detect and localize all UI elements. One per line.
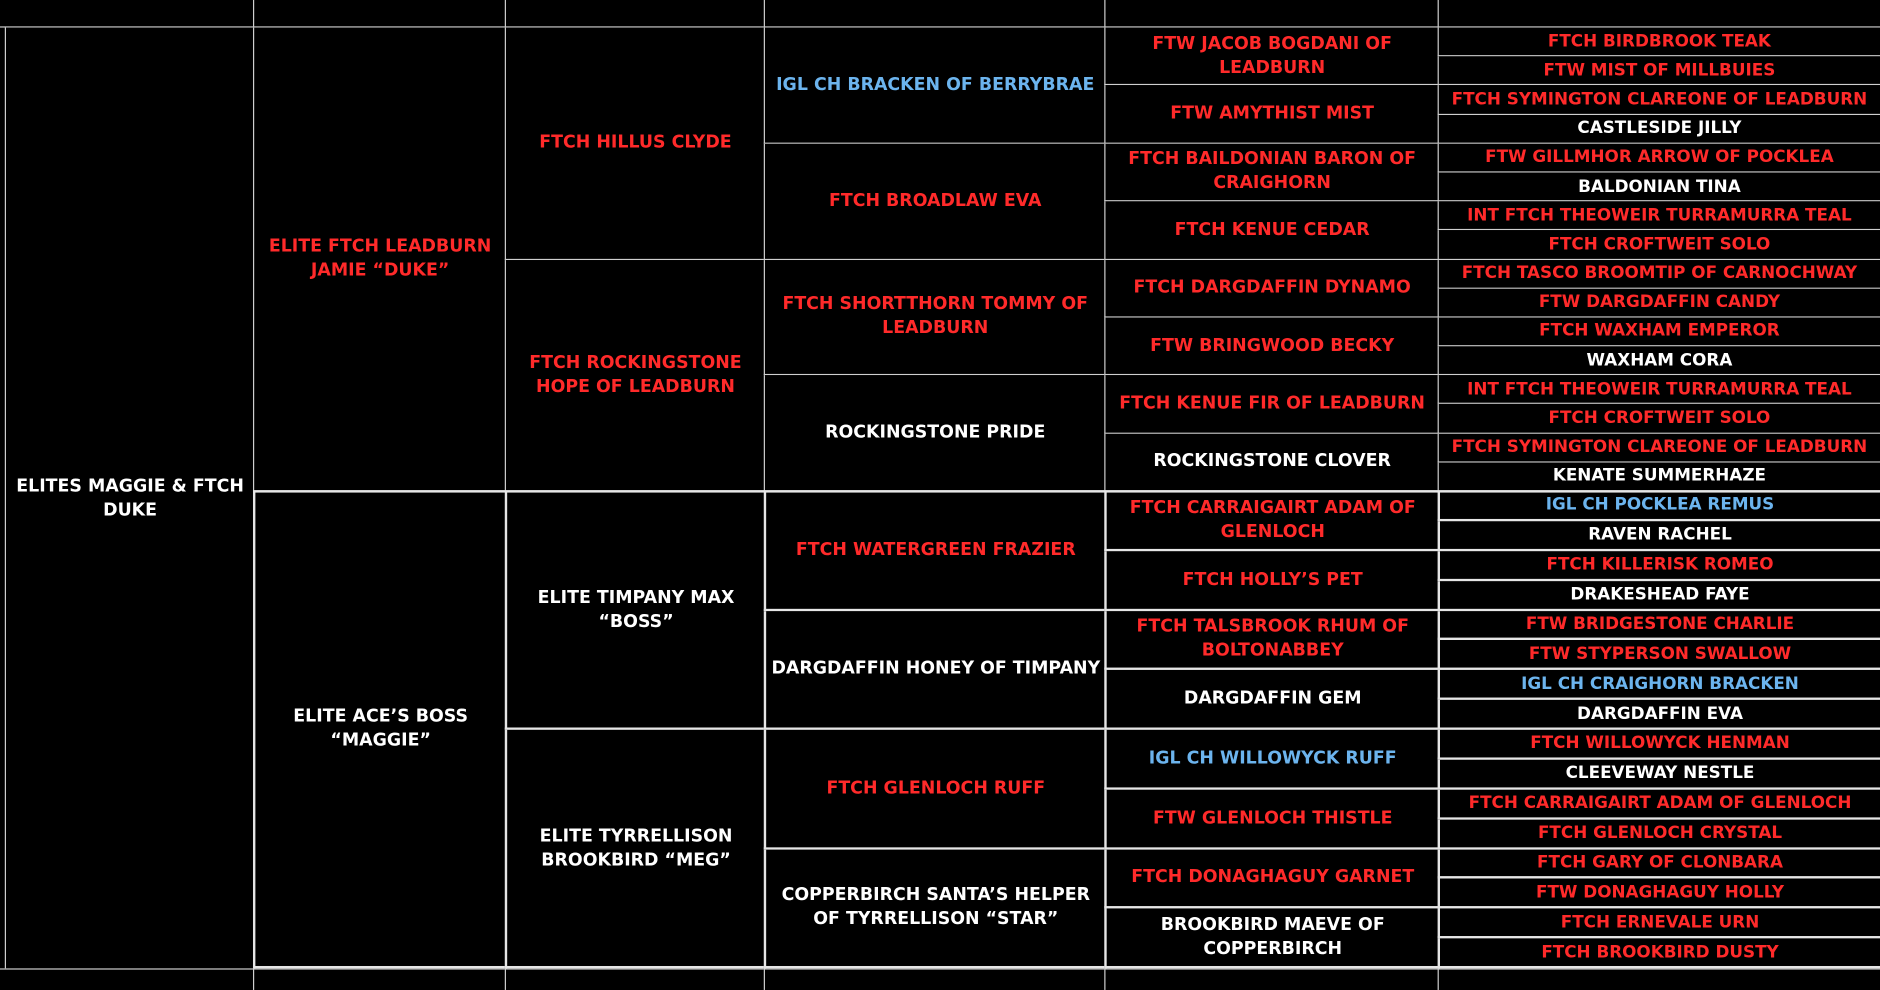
dog-name: FTCH SYMINGTON CLAREONE OF LEADBURN <box>1451 437 1868 457</box>
gen6-cell <box>1438 230 1880 259</box>
dog-name: FTCH GARY OF CLONBARA <box>1537 853 1783 873</box>
gen5-cell <box>1104 551 1439 611</box>
dog-name: IGL CH WILLOWYCK RUFF <box>1148 748 1397 769</box>
gen6-cell <box>1438 581 1880 611</box>
gen4-cell <box>764 259 1106 375</box>
footer-cell <box>1104 968 1439 990</box>
dog-name: DARGDAFFIN EVA <box>1577 704 1743 724</box>
dog-name: FTCH HOLLY’S PET <box>1182 570 1363 590</box>
dog-name: FTW BRIDGESTONE CHARLIE <box>1525 614 1795 634</box>
gen6-cell <box>1438 760 1880 790</box>
dog-name: BALDONIAN TINA <box>1578 176 1741 196</box>
subject-cell <box>5 28 254 969</box>
dog-name: IGL CH BRACKEN OF BERRYBRAE <box>776 75 1095 95</box>
dog-name: FTCH ROCKINGSTONE HOPE OF LEADBURN <box>529 353 742 397</box>
dog-name: FTCH CROFTWEIT SOLO <box>1548 234 1771 254</box>
gen6-cell <box>1438 939 1880 969</box>
gen3-cell <box>505 259 765 491</box>
dam-divider <box>253 490 1880 492</box>
footer-cell <box>764 968 1106 990</box>
gen5-cell <box>1104 28 1439 86</box>
gen4-cell <box>764 28 1106 144</box>
dog-name: FTCH BIRDBROOK TEAK <box>1547 31 1771 52</box>
gen5-cell <box>1104 730 1439 790</box>
gen4-cell <box>764 730 1106 849</box>
gen6-cell <box>1438 57 1880 86</box>
footer-cell <box>0 968 254 990</box>
gen6-cell <box>1438 909 1880 939</box>
gen6-cell <box>1438 201 1880 230</box>
dog-name: FTW GLENLOCH THISTLE <box>1152 808 1393 828</box>
gen6-cell <box>1438 879 1880 909</box>
dog-name: FTCH DARGDAFFIN DYNAMO <box>1133 278 1411 298</box>
gen4-cell <box>764 849 1106 968</box>
dog-name: INT FTCH THEOWEIR TURRAMURRA TEAL <box>1467 205 1852 225</box>
dog-name: FTCH WILLOWYCK HENMAN <box>1530 734 1790 754</box>
gen5-cell <box>1104 259 1439 317</box>
gen3-cell <box>505 730 765 969</box>
dog-name: FTCH GLENLOCH CRYSTAL <box>1537 823 1783 843</box>
gen5-cell <box>1104 433 1439 491</box>
dog-name: BROOKBIRD MAEVE OF COPPERBIRCH <box>1160 915 1385 959</box>
dog-name: CLEEVEWAY NESTLE <box>1565 763 1755 783</box>
gen6-cell <box>1438 404 1880 433</box>
gen5-cell <box>1104 611 1439 671</box>
dog-name: FTCH KENUE FIR OF LEADBURN <box>1119 394 1425 414</box>
gen3-cell <box>505 28 765 260</box>
dog-name: DARGDAFFIN HONEY OF TIMPANY <box>771 659 1101 679</box>
sire_dam-cell <box>253 28 506 492</box>
gen6-cell <box>1438 115 1880 144</box>
gen5-cell <box>1104 909 1439 969</box>
dog-name: FTCH CROFTWEIT SOLO <box>1548 408 1771 428</box>
dog-name: IGL CH CRAIGHORN BRACKEN <box>1521 674 1799 694</box>
dog-name: FTW DONAGHAGUY HOLLY <box>1536 883 1785 903</box>
subject-name: ELITES MAGGIE & FTCH DUKE <box>16 476 244 520</box>
dog-name: FTCH WAXHAM EMPEROR <box>1539 321 1780 341</box>
gen5-cell <box>1104 849 1439 909</box>
dog-name: FTCH DONAGHAGUY GARNET <box>1131 868 1415 888</box>
gen6-cell <box>1438 819 1880 849</box>
dog-name: FTCH ERNEVALE URN <box>1560 912 1760 933</box>
dog-name: FTCH HILLUS CLYDE <box>539 133 732 153</box>
dog-name: INT FTCH THEOWEIR TURRAMURRA TEAL <box>1467 379 1852 399</box>
gen6-cell <box>1438 521 1880 551</box>
gen5-cell <box>1104 790 1439 850</box>
dog-name: FTCH BROOKBIRD DUSTY <box>1541 942 1779 962</box>
dog-name: FTW BRINGWOOD BECKY <box>1150 336 1395 356</box>
header-cell <box>253 0 506 28</box>
gen4-cell <box>764 611 1106 730</box>
gen6-cell <box>1438 86 1880 115</box>
gen4-cell <box>764 491 1106 610</box>
gen6-cell <box>1438 611 1880 641</box>
dog-name: FTCH BAILDONIAN BARON OF CRAIGHORN <box>1128 150 1417 194</box>
dog-name: CASTLESIDE JILLY <box>1577 118 1742 139</box>
dog-name: FTW AMYTHIST MIST <box>1170 104 1375 124</box>
dog-name: FTW STYPERSON SWALLOW <box>1528 644 1792 664</box>
dog-name: FTCH CARRAIGAIRT ADAM OF GLENLOCH <box>1468 793 1852 813</box>
dog-name: FTW DARGDAFFIN CANDY <box>1538 292 1780 312</box>
gen4-cell <box>764 375 1106 491</box>
dog-name: ELITE FTCH LEADBURN JAMIE “DUKE” <box>268 237 492 281</box>
dog-name: FTCH GLENLOCH RUFF <box>826 778 1046 798</box>
dog-name: ELITE TYRRELLISON BROOKBIRD “MEG” <box>539 826 733 870</box>
gen6-cell <box>1438 700 1880 730</box>
dog-name: FTCH TASCO BROOMTIP OF CARNOCHWAY <box>1461 263 1858 283</box>
gen5-cell <box>1104 670 1439 730</box>
gen5-cell <box>1104 375 1439 433</box>
gen6-cell <box>1438 670 1880 700</box>
header-cell <box>1438 0 1880 28</box>
gen6-cell <box>1438 144 1880 173</box>
dog-name: FTCH SYMINGTON CLAREONE OF LEADBURN <box>1451 89 1868 110</box>
footer-cell <box>253 968 506 990</box>
gen6-cell <box>1438 173 1880 202</box>
dog-name: FTCH SHORTTHORN TOMMY OF LEADBURN <box>782 295 1088 339</box>
dog-name: COPPERBIRCH SANTA’S HELPER OF TYRRELLISON “STAR” <box>781 885 1090 930</box>
gen6-cell <box>1438 640 1880 670</box>
header-cell <box>1104 0 1439 28</box>
dog-name: WAXHAM CORA <box>1586 350 1733 370</box>
dog-name: FTCH WATERGREEN FRAZIER <box>795 540 1076 560</box>
footer-cell <box>505 968 765 990</box>
gen5-cell <box>1104 86 1439 144</box>
gen6-cell <box>1438 375 1880 404</box>
gen6-cell <box>1438 346 1880 375</box>
gen6-cell <box>1438 551 1880 581</box>
dog-name: FTCH BROADLAW EVA <box>828 191 1042 211</box>
dog-name: FTCH TALSBROOK RHUM OF BOLTONABBEY <box>1136 617 1409 661</box>
dog-name: DRAKESHEAD FAYE <box>1570 584 1750 605</box>
gen5-cell <box>1104 317 1439 375</box>
gen6-cell <box>1438 259 1880 288</box>
footer-cell <box>1438 968 1880 990</box>
dog-name: FTCH KENUE CEDAR <box>1174 220 1370 240</box>
header-cell <box>505 0 765 28</box>
gen6-cell <box>1438 462 1880 491</box>
dog-name: KENATE SUMMERHAZE <box>1552 466 1766 486</box>
header-cell <box>764 0 1106 28</box>
dog-name: ROCKINGSTONE CLOVER <box>1153 452 1391 472</box>
dog-name: FTW MIST OF MILLBUIES <box>1543 60 1776 81</box>
gen6-cell <box>1438 730 1880 760</box>
dog-name: ELITE ACE’S BOSS “MAGGIE” <box>293 707 469 751</box>
dog-name: ELITE TIMPANY MAX “BOSS” <box>537 587 735 632</box>
gen6-cell <box>1438 317 1880 346</box>
gen5-cell <box>1104 491 1439 551</box>
sire_dam-cell <box>253 491 506 968</box>
dog-name: FTW GILLMHOR ARROW OF POCKLEA <box>1485 147 1834 168</box>
dog-name: FTCH KILLERISK ROMEO <box>1546 555 1774 575</box>
dog-name: DARGDAFFIN GEM <box>1183 689 1362 709</box>
dog-name: FTCH CARRAIGAIRT ADAM OF GLENLOCH <box>1129 498 1416 542</box>
dog-name: FTW JACOB BOGDANI OF LEADBURN <box>1152 34 1392 78</box>
gen6-cell <box>1438 288 1880 317</box>
dog-name: RAVEN RACHEL <box>1588 525 1732 545</box>
gen6-cell <box>1438 433 1880 462</box>
header-cell <box>0 0 254 28</box>
gen6-cell <box>1438 28 1880 57</box>
gen6-cell <box>1438 790 1880 820</box>
dog-name: IGL CH POCKLEA REMUS <box>1545 495 1775 515</box>
gen3-cell <box>505 491 765 730</box>
gen6-cell <box>1438 849 1880 879</box>
gen6-cell <box>1438 491 1880 521</box>
gen5-cell <box>1104 144 1439 202</box>
gen4-cell <box>764 144 1106 260</box>
dog-name: ROCKINGSTONE PRIDE <box>825 423 1046 443</box>
gen5-cell <box>1104 201 1439 259</box>
